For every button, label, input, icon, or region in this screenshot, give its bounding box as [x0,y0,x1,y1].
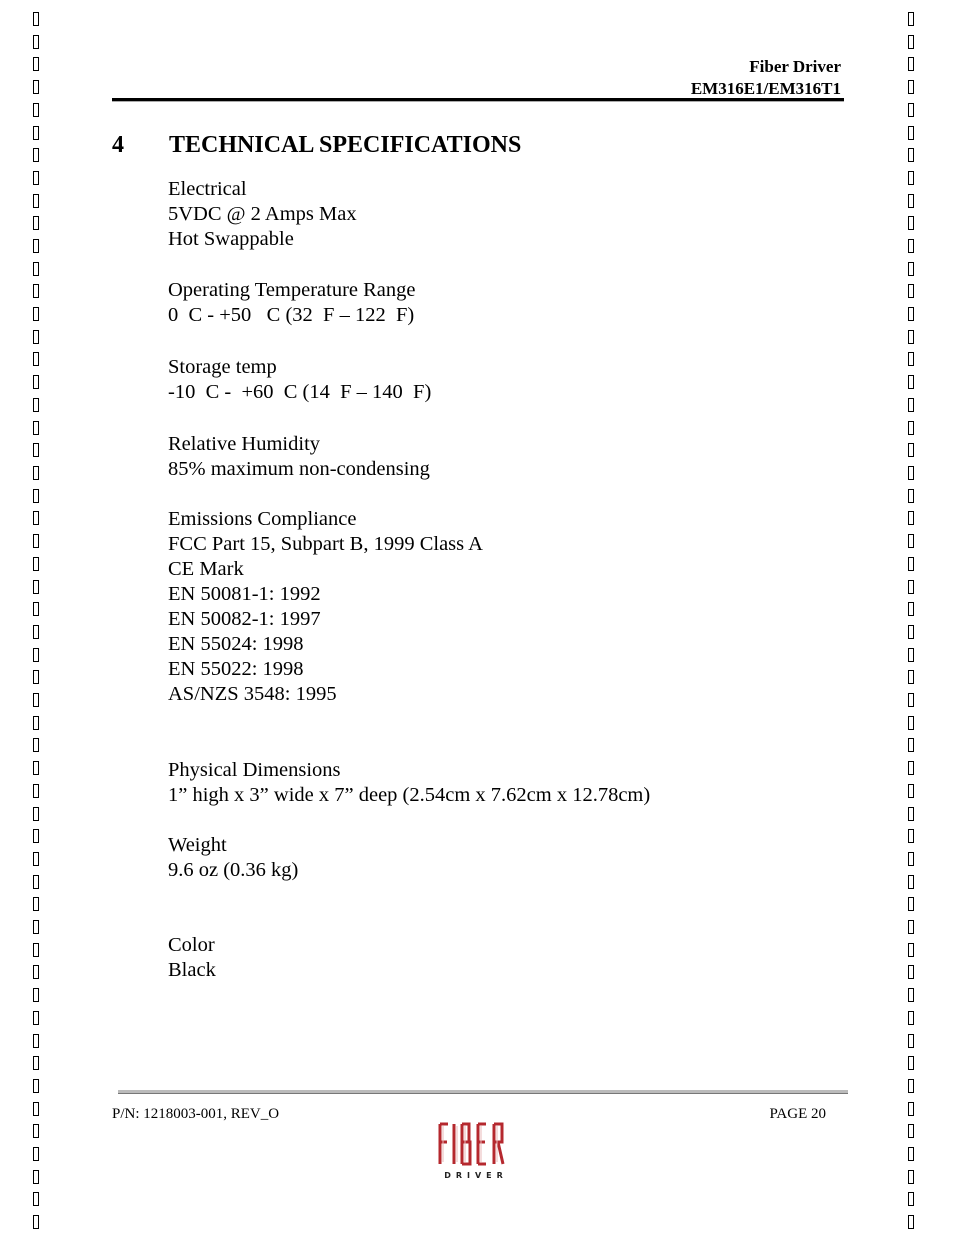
margin-box [33,1147,39,1161]
margin-box [908,1102,914,1116]
spec-line: 1” high x 3” wide x 7” deep (2.54cm x 7.62cm x 12.78cm) [168,784,651,806]
margin-box [33,57,39,71]
margin-box [908,670,914,684]
margin-box [908,171,914,185]
margin-box [33,398,39,412]
spec-heading: Physical Dimensions [168,759,341,781]
margin-box [908,738,914,752]
margin-box [908,35,914,49]
margin-box [908,1215,914,1229]
spec-line: EN 50081-1: 1992 [168,583,321,605]
margin-box [33,1192,39,1206]
margin-box [908,443,914,457]
margin-box [908,239,914,253]
margin-box [908,216,914,230]
margin-box [33,761,39,775]
margin-box [33,738,39,752]
spec-line: EN 55024: 1998 [168,633,304,655]
margin-box [33,1102,39,1116]
margin-box [908,716,914,730]
margin-box [908,875,914,889]
margin-box [33,716,39,730]
margin-box [908,965,914,979]
margin-box [908,852,914,866]
margin-box [908,534,914,548]
margin-box [908,57,914,71]
margin-box [33,1011,39,1025]
margin-box [33,557,39,571]
margin-box [908,625,914,639]
right-margin-markers [908,0,920,1235]
margin-box [908,897,914,911]
margin-box [33,421,39,435]
spec-line: 85% maximum non-condensing [168,458,430,480]
margin-box [33,126,39,140]
margin-box [908,103,914,117]
margin-box [908,194,914,208]
margin-box [33,1079,39,1093]
margin-box [908,943,914,957]
margin-box [33,829,39,843]
spec-operating-temperature [168,278,416,328]
spec-physical-dimensions [168,758,650,808]
margin-box [33,443,39,457]
spec-line: Black [168,959,216,981]
margin-box [33,307,39,321]
spec-color [168,933,216,983]
spec-heading: Relative Humidity [168,433,321,455]
margin-box [908,126,914,140]
spec-line: EN 50082-1: 1997 [168,608,321,630]
spec-line: -10 C - +60 C (14 F – 140 F) [168,381,432,403]
margin-box [908,375,914,389]
spec-heading: Color [168,934,215,956]
spec-electrical [168,177,357,252]
margin-box [33,693,39,707]
margin-box [908,307,914,321]
spec-line: 5VDC @ 2 Amps Max [168,203,357,225]
spec-heading: Weight [168,834,227,856]
spec-storage-temperature [168,355,431,405]
margin-box [33,648,39,662]
margin-box [908,421,914,435]
margin-box [33,489,39,503]
header-rule [112,98,844,102]
margin-box [33,897,39,911]
margin-box [33,875,39,889]
margin-box [33,1124,39,1138]
margin-box [33,965,39,979]
margin-box [33,216,39,230]
margin-box [908,988,914,1002]
margin-box [33,988,39,1002]
margin-box [908,12,914,26]
margin-box [33,943,39,957]
margin-box [33,35,39,49]
margin-box [33,239,39,253]
margin-box [908,284,914,298]
margin-box [908,352,914,366]
margin-box [908,829,914,843]
margin-box [908,784,914,798]
footer-part-number: P/N: 1218003-001, REV_O [112,1106,280,1122]
margin-box [33,784,39,798]
margin-box [33,625,39,639]
margin-box [33,466,39,480]
margin-box [908,1079,914,1093]
spec-relative-humidity [168,432,430,482]
margin-box [33,194,39,208]
margin-box [908,466,914,480]
margin-box [33,1034,39,1048]
margin-box [908,398,914,412]
margin-box [33,284,39,298]
header-model: EM316E1/EM316T1 [690,79,841,98]
margin-box [33,262,39,276]
margin-box [908,1056,914,1070]
margin-box [908,693,914,707]
margin-box [33,807,39,821]
margin-box [33,852,39,866]
spec-line: Hot Swappable [168,228,294,250]
spec-line: CE Mark [168,558,244,580]
footer-rule [118,1090,848,1094]
margin-box [33,375,39,389]
margin-box [33,352,39,366]
spec-heading: Storage temp [168,356,277,378]
spec-line: AS/NZS 3548: 1995 [168,683,337,705]
page-header [691,56,841,100]
section-heading [112,130,521,160]
spec-heading: Electrical [168,178,247,200]
section-number: 4 [112,132,124,158]
margin-box [908,330,914,344]
margin-box [33,670,39,684]
margin-box [908,602,914,616]
margin-box [908,1011,914,1025]
margin-box [908,920,914,934]
footer-page-number: PAGE 20 [769,1106,826,1122]
spec-line: 9.6 oz (0.36 kg) [168,859,299,881]
margin-box [908,1034,914,1048]
margin-box [33,1215,39,1229]
margin-box [33,330,39,344]
margin-box [908,761,914,775]
spec-line: EN 55022: 1998 [168,658,304,680]
margin-box [908,1147,914,1161]
margin-box [33,602,39,616]
margin-box [33,511,39,525]
margin-box [908,511,914,525]
spec-line: 0 C - +50 C (32 F – 122 F) [168,304,415,326]
margin-box [33,12,39,26]
margin-box [908,807,914,821]
margin-box [908,648,914,662]
margin-box [33,80,39,94]
left-margin-markers [33,0,45,1235]
margin-box [33,1056,39,1070]
svg-text:DRIVER: DRIVER [444,1171,508,1180]
margin-box [33,1170,39,1184]
margin-box [33,580,39,594]
margin-box [908,262,914,276]
margin-box [908,1192,914,1206]
margin-box [908,580,914,594]
margin-box [908,557,914,571]
margin-box [908,1124,914,1138]
section-title: TECHNICAL SPECIFICATIONS [169,132,522,158]
margin-box [33,103,39,117]
margin-box [908,1170,914,1184]
margin-box [908,80,914,94]
spec-heading: Emissions Compliance [168,508,357,530]
header-product: Fiber Driver [749,57,841,76]
fiber-driver-logo [436,1120,516,1182]
spec-weight [168,833,298,883]
margin-box [33,171,39,185]
spec-emissions-compliance [168,507,483,707]
margin-box [908,148,914,162]
margin-box [33,534,39,548]
margin-box [33,148,39,162]
spec-line: FCC Part 15, Subpart B, 1999 Class A [168,533,483,555]
margin-box [33,920,39,934]
margin-box [908,489,914,503]
spec-heading: Operating Temperature Range [168,279,416,301]
